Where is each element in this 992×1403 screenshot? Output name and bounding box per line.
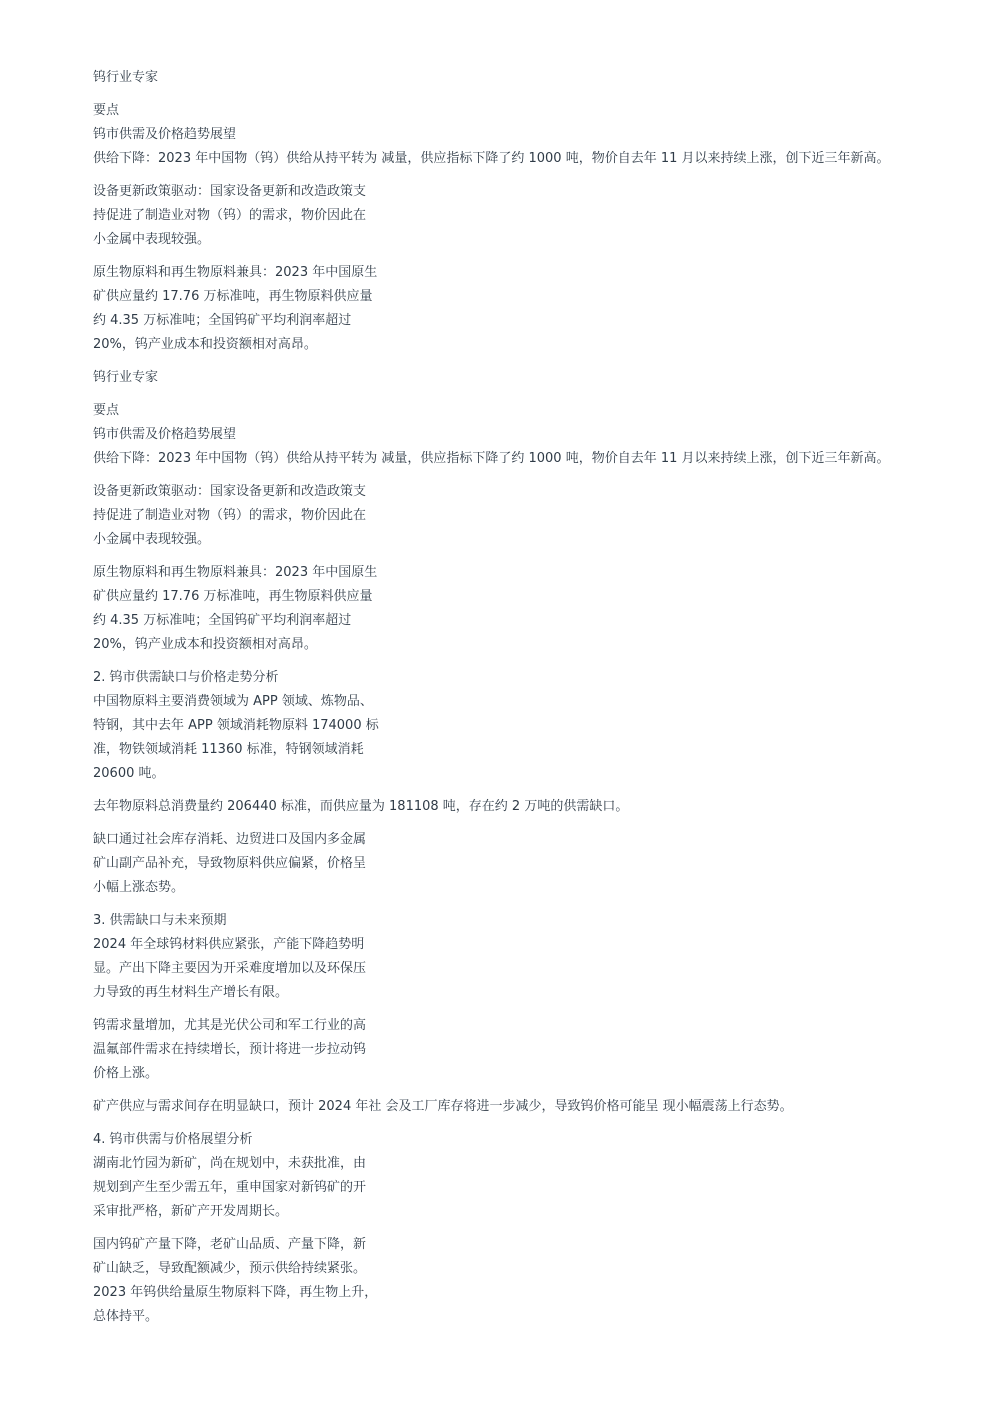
paragraph-line: 温氟部件需求在持续增长，预计将进一步拉动钨 <box>93 1042 367 1057</box>
paragraph <box>93 1233 953 1329</box>
paragraph-line: 20600 吨。 <box>93 766 165 781</box>
section-4 <box>93 1128 953 1224</box>
section-3 <box>93 909 953 1005</box>
paragraph-line: 持促进了制造业对物（钨）的需求，物价因此在 <box>93 508 367 523</box>
paragraph-line: 国内钨矿产量下降，老矿山品质、产量下降，新 <box>93 1237 367 1252</box>
paragraph-line: 矿供应量约 17.76 万标准吨，再生物原料供应量 <box>93 289 373 304</box>
paragraph-line: 价格上涨。 <box>93 1066 159 1081</box>
paragraph <box>93 480 953 552</box>
document-header <box>93 66 953 90</box>
section-heading: 要点 <box>93 103 120 118</box>
paragraph-line: 矿供应量约 17.76 万标准吨，再生物原料供应量 <box>93 589 373 604</box>
paragraph-line: 供给下降：2023 年中国物（钨）供给从持平转为 减量，供应指标下降了约 1000 吨，物价自去年 11 月以来持续上涨，创下近三年新高。 <box>93 151 890 166</box>
paragraph-line: 矿山缺乏，导致配额减少，预示供给持续紧张。 <box>93 1261 367 1276</box>
paragraph-line: 设备更新政策驱动：国家设备更新和改造政策支 <box>93 484 367 499</box>
section-2 <box>93 666 953 786</box>
paragraph-line: 钨需求量增加，尤其是光伏公司和军工行业的高 <box>93 1018 367 1033</box>
paragraph-line: 缺口通过社会库存消耗、边贸进口及国内多金属 <box>93 832 367 847</box>
paragraph <box>93 261 953 357</box>
key-points <box>93 99 953 171</box>
paragraph-line: 2023 年钨供给量原生物原料下降，再生物上升， <box>93 1285 378 1300</box>
paragraph-line: 矿产供应与需求间存在明显缺口，预计 2024 年社 会及工厂库存将进一步减少，导致钨价格可能呈 现小幅震荡上行态势。 <box>93 1099 793 1114</box>
author-label: 钨行业专家 <box>93 70 159 85</box>
paragraph-line: 小幅上涨态势。 <box>93 880 185 895</box>
paragraph-line: 小金属中表现较强。 <box>93 232 211 247</box>
document-header <box>93 366 953 390</box>
paragraph <box>93 561 953 657</box>
paragraph <box>93 828 953 900</box>
paragraph <box>93 1095 953 1119</box>
paragraph-line: 20%，钨产业成本和投资额相对高昂。 <box>93 337 317 352</box>
paragraph <box>93 795 953 819</box>
key-points <box>93 399 953 471</box>
section-heading: 4. 钨市供需与价格展望分析 <box>93 1132 253 1147</box>
paragraph-line: 湖南北竹园为新矿，尚在规划中，未获批准，由 <box>93 1156 367 1171</box>
paragraph-line: 2024 年全球钨材料供应紧张，产能下降趋势明 <box>93 937 365 952</box>
paragraph-line: 持促进了制造业对物（钨）的需求，物价因此在 <box>93 208 367 223</box>
section-heading: 3. 供需缺口与未来预期 <box>93 913 227 928</box>
paragraph-line: 去年物原料总消费量约 206440 标准，而供应量为 181108 吨，存在约 2 万吨的供需缺口。 <box>93 799 629 814</box>
paragraph-line: 设备更新政策驱动：国家设备更新和改造政策支 <box>93 184 367 199</box>
author-label: 钨行业专家 <box>93 370 159 385</box>
paragraph-line: 显。产出下降主要因为开采难度增加以及环保压 <box>93 961 367 976</box>
paragraph-line: 中国物原料主要消费领域为 APP 领域、炼物品、 <box>93 694 373 709</box>
paragraph <box>93 180 953 252</box>
section-heading: 要点 <box>93 403 120 418</box>
paragraph-line: 准，物铁领域消耗 11360 标准，特钢领域消耗 <box>93 742 364 757</box>
paragraph-line: 矿山副产品补充，导致物原料供应偏紧，价格呈 <box>93 856 367 871</box>
paragraph-line: 约 4.35 万标准吨；全国钨矿平均利润率超过 <box>93 613 352 628</box>
paragraph-line: 约 4.35 万标准吨；全国钨矿平均利润率超过 <box>93 313 352 328</box>
paragraph-line: 力导致的再生材料生产增长有限。 <box>93 985 289 1000</box>
paragraph-line: 原生物原料和再生物原料兼具：2023 年中国原生 <box>93 265 378 280</box>
paragraph <box>93 1014 953 1086</box>
subsection-heading: 钨市供需及价格趋势展望 <box>93 427 237 442</box>
paragraph-line: 特钢，其中去年 APP 领域消耗物原料 174000 标 <box>93 718 379 733</box>
paragraph-line: 规划到产生至少需五年，重申国家对新钨矿的开 <box>93 1180 367 1195</box>
paragraph-line: 供给下降：2023 年中国物（钨）供给从持平转为 减量，供应指标下降了约 1000 吨，物价自去年 11 月以来持续上涨，创下近三年新高。 <box>93 451 890 466</box>
subsection-heading: 钨市供需及价格趋势展望 <box>93 127 237 142</box>
paragraph-line: 采审批严格，新矿产开发周期长。 <box>93 1204 289 1219</box>
paragraph-line: 总体持平。 <box>93 1309 159 1324</box>
section-heading: 2. 钨市供需缺口与价格走势分析 <box>93 670 279 685</box>
paragraph-line: 原生物原料和再生物原料兼具：2023 年中国原生 <box>93 565 378 580</box>
document-page <box>93 66 953 1338</box>
paragraph-line: 小金属中表现较强。 <box>93 532 211 547</box>
paragraph-line: 20%，钨产业成本和投资额相对高昂。 <box>93 637 317 652</box>
